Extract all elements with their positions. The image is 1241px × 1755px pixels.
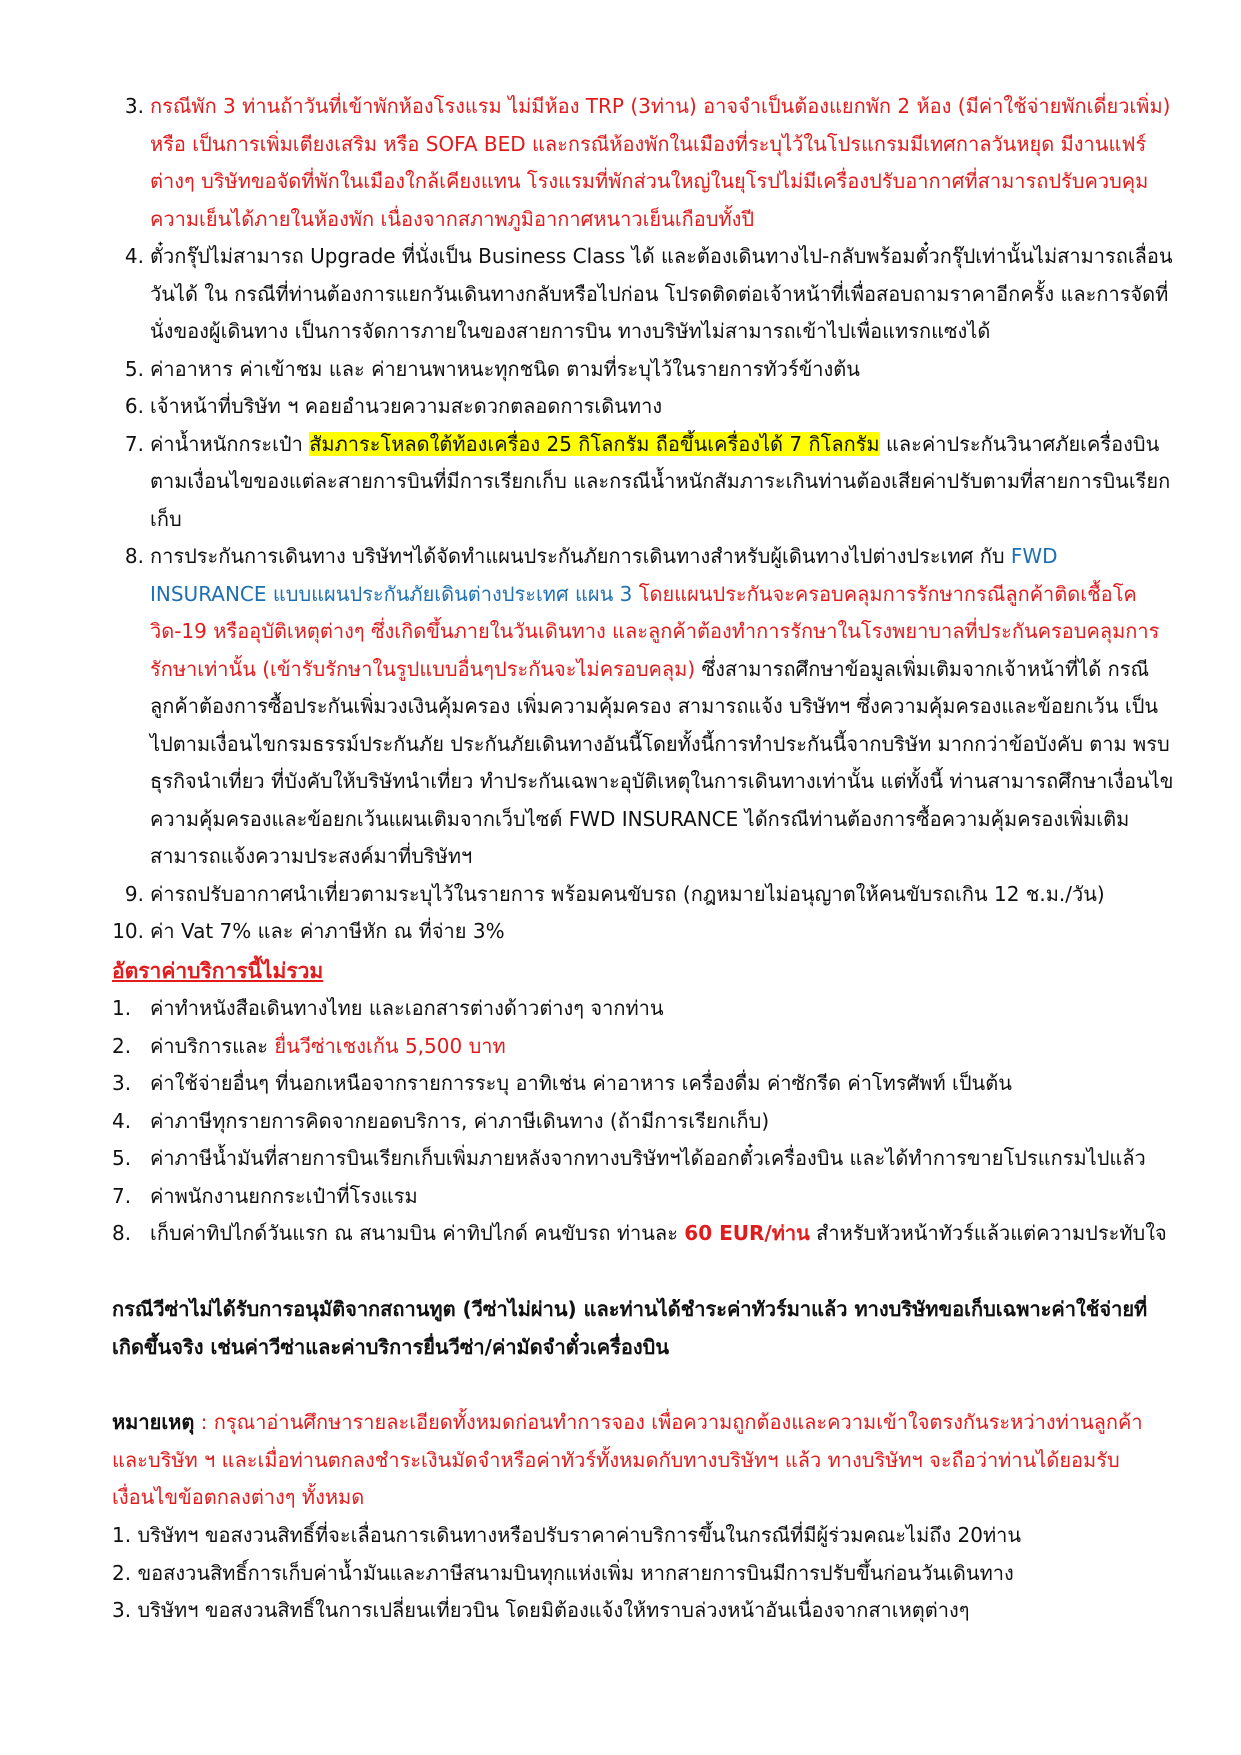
item-text: ค่าทำหนังสือเดินทางไทย และเอกสารต่างด้าวต่างๆ จากท่าน xyxy=(150,996,664,1020)
item-text-post: และค่าประกันวินาศภัยเครื่องบินตามเงื่อนไขของแต่ละสายการบินที่มีการเรียกเก็บ และกรณีน้ำหนักสัมภาระเกินท่านต้องเสียค่าปรับตามที่สายการบินเรียกเก็บ xyxy=(150,431,1171,531)
item-text-pre: ค่าน้ำหนักกระเป๋า xyxy=(150,431,310,456)
item-text: กรณีพัก 3 ท่านถ้าวันที่เข้าพักห้องโรงแรม ไม่มีห้อง TRP (3ท่าน) อาจจำเป็นต้องแยกพัก 2 ห้อง (มีค่าใช้จ่ายพักเดี่ยวเพิ่ม) หรือ เป็นการเพิ่มเตียงเสริม หรือ SOFA BED และกรณีห้องพักในเมืองที่ระบุไว้ในโปรแกรมมีเทศกาลวันหยุด มีงานแฟร์ต่างๆ บริษัทขอจัดที่พักในเมืองใกล้เคียงแทน โรงแรมที่พักส่วนใหญ่ในยุโรปไม่มีเครื่องปรับอากาศที่สามารถปรับควบคุมความเย็นได้ภายในห้องพัก เนื่องจากสภาพภูมิอากาศหนาวเย็นเกือบทั้งปี xyxy=(150,94,1171,231)
item-number: 5. xyxy=(112,1146,132,1170)
item-text: ค่าภาษีทุกรายการคิดจากยอดบริการ, ค่าภาษีเดินทาง (ถ้ามีการเรียกเก็บ) xyxy=(150,1108,770,1133)
item-text: ค่ารถปรับอากาศนำเที่ยวตามระบุไว้ในรายการ พร้อมคนขับรถ (กฎหมายไม่อนุญาตให้คนขับรถเกิน 12 ช.ม./วัน) xyxy=(150,881,1105,906)
list-item xyxy=(112,1103,1174,1141)
item-number: 7. xyxy=(112,1183,132,1208)
list-item xyxy=(112,388,1174,426)
list-item xyxy=(112,1215,1174,1253)
remark xyxy=(112,1404,1174,1517)
list-item xyxy=(112,876,1174,914)
item-text-pre: การประกันการเดินทาง บริษัทฯได้จัดทำแผนประกันภัยการเดินทางสำหรับผู้เดินทางไปต่างประเทศ กับ xyxy=(150,544,1011,568)
item-number: 3. xyxy=(124,94,144,118)
excluded-heading: อัตราค่าบริการนี้ไม่รวม xyxy=(112,959,324,983)
list-item xyxy=(112,426,1174,539)
excluded-list xyxy=(112,990,1174,1253)
rights-list xyxy=(112,1517,1174,1630)
item-number: 10. xyxy=(112,919,144,943)
item-number: 5. xyxy=(124,356,144,381)
list-item xyxy=(112,990,1174,1028)
list-item xyxy=(112,88,1174,238)
list-item xyxy=(112,538,1174,876)
baggage-highlight: สัมภาระโหลดใต้ท้องเครื่อง 25 กิโลกรัม ถือขึ้นเครื่องได้ 7 กิโลกรัม xyxy=(309,431,880,456)
item-text: ค่าภาษีน้ำมันที่สายการบินเรียกเก็บเพิ่มภายหลังจากทางบริษัทฯได้ออกตั๋วเครื่องบิน และได้ทำการขายโปรแกรมไปแล้ว xyxy=(150,1146,1146,1170)
list-item xyxy=(112,1028,1174,1066)
item-number: 6. xyxy=(124,394,144,418)
item-text: ค่าใช้จ่ายอื่นๆ ที่นอกเหนือจากรายการระบุ อาทิเช่น ค่าอาหาร เครื่องดื่ม ค่าซักรีด ค่าโทรศัพท์ เป็นต้น xyxy=(150,1071,1012,1095)
list-item xyxy=(112,351,1174,389)
item-number: 3. xyxy=(112,1071,132,1095)
item-number: 2. xyxy=(112,1033,132,1058)
item-text-post: สำหรับหัวหน้าทัวร์แล้วแต่ความประทับใจ xyxy=(809,1221,1167,1245)
item-number: 4. xyxy=(124,244,144,268)
item-text: เจ้าหน้าที่บริษัท ฯ คอยอำนวยความสะดวกตลอดการเดินทาง xyxy=(150,394,663,418)
list-item xyxy=(112,1140,1174,1178)
remark-label: หมายเหตุ xyxy=(112,1410,195,1434)
item-number: 9. xyxy=(124,881,144,906)
item-text-pre: เก็บค่าทิปไกด์วันแรก ณ สนามบิน ค่าทิปไกด์ คนขับรถ ท่านละ xyxy=(150,1221,685,1245)
list-item xyxy=(112,238,1174,351)
item-number: 4. xyxy=(112,1108,132,1133)
list-item xyxy=(112,913,1174,951)
list-item xyxy=(112,1065,1174,1103)
list-item xyxy=(112,1178,1174,1216)
item-number: 7. xyxy=(124,431,144,456)
item-number: 8. xyxy=(112,1221,132,1245)
remark-text: : กรุณาอ่านศึกษารายละเอียดทั้งหมดก่อนทำการจอง เพื่อความถูกต้องและความเข้าใจตรงกันระหว่างท่านลูกค้าและบริษัท ฯ และเมื่อท่านตกลงชำระเงินมัดจำหรือค่าทัวร์ทั้งหมดกับทางบริษัทฯ แล้ว ทางบริษัทฯ จะถือว่าท่านได้ยอมรับเงื่อนไขข้อตกลงต่างๆ ทั้งหมด xyxy=(112,1410,1143,1509)
item-text: ค่า Vat 7% และ ค่าภาษีหัก ณ ที่จ่าย 3% xyxy=(150,919,505,943)
item-text-post: ซึ่งสามารถศึกษาข้อมูลเพิ่มเติมจากเจ้าหน้าที่ได้ กรณีลูกค้าต้องการซื้อประกันเพิ่มวงเงินคุ้มครอง เพิ่มความคุ้มครอง สามารถแจ้ง บริษัทฯ ซึ่งความคุ้มครองและข้อยกเว้น เป็นไปตามเงื่อนไขกรมธรรม์ประกันภัย ประกันภัยเดินทางอันนี้โดยทั้งนี้การทำประกันนี้จากบริษัท มากกว่าข้อบังคับ ตาม พรบ ธุรกิจนำเที่ยว ที่บังคับให้บริษัทนำเที่ยว ทำประกันเฉพาะอุบัติเหตุในการเดินทางเท่านั้น แต่ทั้งนี้ ท่านสามารถศึกษาเงื่อนไขความคุ้มครองและข้อยกเว้นแผนเติมจากเว็บไซต์ FWD INSURANCE ได้กรณีท่านต้องการซื้อความคุ้มครองเพิ่มเติม สามารถแจ้งความประสงค์มาที่บริษัทฯ xyxy=(150,656,1174,868)
tip-amount: 60 EUR/ท่าน xyxy=(684,1221,810,1245)
included-list xyxy=(112,88,1174,951)
item-text-pre: ค่าบริการและ xyxy=(150,1033,275,1058)
list-item: 2. ขอสงวนสิทธิ์การเก็บค่าน้ำมันและภาษีสนามบินทุกแห่งเพิ่ม หากสายการบินมีการปรับขึ้นก่อนวันเดินทาง xyxy=(112,1560,1014,1585)
item-number: 1. xyxy=(112,996,132,1020)
item-text: ตั๋วกรุ๊ปไม่สามารถ Upgrade ที่นั่งเป็น Business Class ได้ และต้องเดินทางไป-กลับพร้อมตั๋วกรุ๊ปเท่านั้นไม่สามารถเลื่อนวันได้ ใน กรณีที่ท่านต้องการแยกวันเดินทางกลับหรือไปก่อน โปรดติดต่อเจ้าหน้าที่เพื่อสอบถามราคาอีกครั้ง และการจัดที่นั่งของผู้เดินทาง เป็นการจัดการภายในของสายการบิน ทางบริษัทไม่สามารถเข้าไปเพื่อแทรกแซงได้ xyxy=(150,244,1173,343)
insurance-plan-text: FWD INSURANCE แบบแผนประกันภัยเดินต่างประเทศ แผน 3 xyxy=(150,544,1058,606)
item-text: ค่าอาหาร ค่าเข้าชม และ ค่ายานพาหนะทุกชนิด ตามที่ระบุไว้ในรายการทัวร์ข้างต้น xyxy=(150,356,860,381)
visa-note: กรณีวีซ่าไม่ได้รับการอนุมัติจากสถานทูต (วีซ่าไม่ผ่าน) และท่านได้ชำระค่าทัวร์มาแล้ว ทางบริษัทขอเก็บเฉพาะค่าใช้จ่ายที่เกิดขึ้นจริง เช่นค่าวีซ่าและค่าบริการยื่นวีซ่า/ค่ามัดจำตั๋วเครื่องบิน xyxy=(112,1297,1148,1359)
list-item: 3. บริษัทฯ ขอสงวนสิทธิ์ในการเปลี่ยนเที่ยวบิน โดยมิต้องแจ้งให้ทราบล่วงหน้าอันเนื่องจากสาเหตุต่างๆ xyxy=(112,1598,970,1622)
visa-fee-text: ยื่นวีซ่าเชงเก้น 5,500 บาท xyxy=(274,1033,506,1058)
list-item: 1. บริษัทฯ ขอสงวนสิทธิ์ที่จะเลื่อนการเดินทางหรือปรับราคาค่าบริการขึ้นในกรณีที่มีผู้ร่วมคณะไม่ถึง 20ท่าน xyxy=(112,1523,1022,1547)
insurance-coverage-text: โดยแผนประกันจะครอบคลุมการรักษากรณีลูกค้าติดเชื้อโควิด-19 หรืออุบัติเหตุต่างๆ ซึ่งเกิดขึ้นภายในวันเดินทาง และลูกค้าต้องทำการรักษาในโรงพยาบาลที่ประกันครอบคลุมการรักษาเท่านั้น (เข้ารับรักษาในรูปแบบอื่นๆประกันจะไม่ครอบคลุม) xyxy=(150,581,1160,681)
item-text: ค่าพนักงานยกกระเป๋าที่โรงแรม xyxy=(150,1183,418,1208)
item-number: 8. xyxy=(124,544,144,568)
